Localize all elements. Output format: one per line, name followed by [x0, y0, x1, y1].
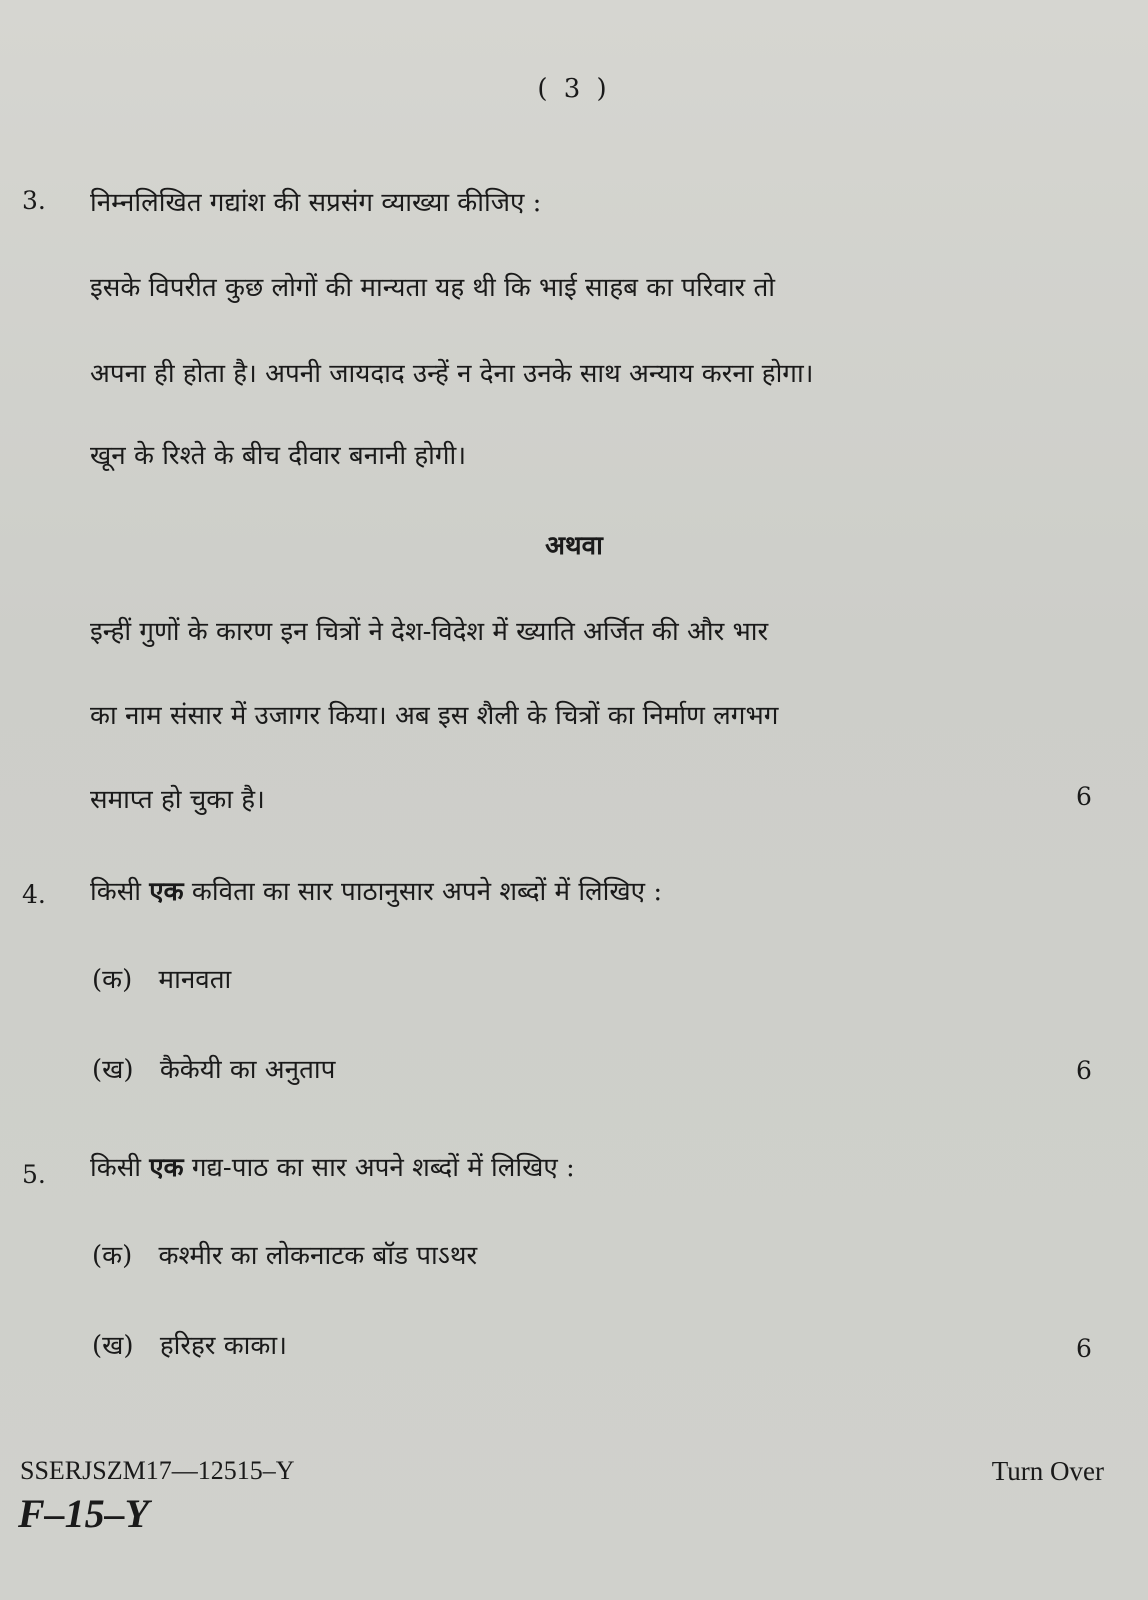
q3-para1-line3: खून के रिश्ते के बीच दीवार बनानी होगी।: [90, 441, 467, 471]
q5-option-a: [92, 1236, 477, 1272]
q5-heading-pre: किसी: [90, 1153, 142, 1183]
question-5-number: 5.: [22, 1160, 46, 1189]
q4-option-b: [92, 1050, 335, 1086]
q5-option-b-text: हरिहर काका।: [159, 1331, 287, 1361]
q4-option-a-text: मानवता: [158, 965, 232, 995]
paper-code: SSERJSZM17—12515–Y: [20, 1456, 295, 1485]
page-number: ( 3 ): [537, 74, 611, 104]
question-4-heading: [90, 872, 662, 908]
q4-heading-pre: किसी: [90, 877, 142, 907]
q3-para1-line1: इसके विपरीत कुछ लोगों की मान्यता यह थी कि भाई साहब का परिवार तो: [90, 273, 776, 303]
q5-option-a-text: कश्मीर का लोकनाटक बॉड पाऽथर: [158, 1241, 478, 1271]
question-5-marks: 6: [1076, 1334, 1092, 1363]
question-3-marks: 6: [1076, 782, 1092, 811]
q3-para2-line3: समाप्त हो चुका है।: [90, 785, 265, 815]
q4-option-a-label: (क): [92, 965, 133, 995]
turn-over-label: Turn Over: [991, 1456, 1104, 1486]
q4-option-b-label: (ख): [92, 1055, 134, 1085]
q3-para1-line2: अपना ही होता है। अपनी जायदाद उन्हें न देना उनके साथ अन्याय करना होगा।: [90, 359, 814, 389]
q4-option-b-text: कैकेयी का अनुताप: [159, 1055, 336, 1085]
q5-option-b: [92, 1326, 287, 1362]
question-3-number: 3.: [22, 186, 46, 215]
q5-heading-bold: एक: [149, 1153, 184, 1183]
q5-option-b-label: (ख): [92, 1331, 134, 1361]
or-label: अथवा: [545, 531, 603, 561]
q5-heading-post: गद्य-पाठ का सार अपने शब्दों में लिखिए :: [191, 1153, 575, 1183]
question-4-marks: 6: [1076, 1056, 1092, 1085]
q4-heading-post: कविता का सार पाठानुसार अपने शब्दों में लिखिए :: [191, 877, 663, 907]
q4-heading-bold: एक: [149, 877, 184, 907]
q4-option-a: [92, 960, 231, 996]
question-3-heading: निम्नलिखित गद्यांश की सप्रसंग व्याख्या कीजिए :: [90, 188, 542, 218]
question-4-number: 4.: [22, 880, 46, 909]
q3-para2-line2: का नाम संसार में उजागर किया। अब इस शैली के चित्रों का निर्माण लगभग: [90, 701, 779, 731]
question-5-heading: [90, 1148, 575, 1184]
q3-para2-line1: इन्हीं गुणों के कारण इन चित्रों ने देश-विदेश में ख्याति अर्जित की और भार: [90, 617, 769, 647]
q5-option-a-label: (क): [92, 1241, 133, 1271]
form-code: F–15–Y: [18, 1491, 150, 1536]
